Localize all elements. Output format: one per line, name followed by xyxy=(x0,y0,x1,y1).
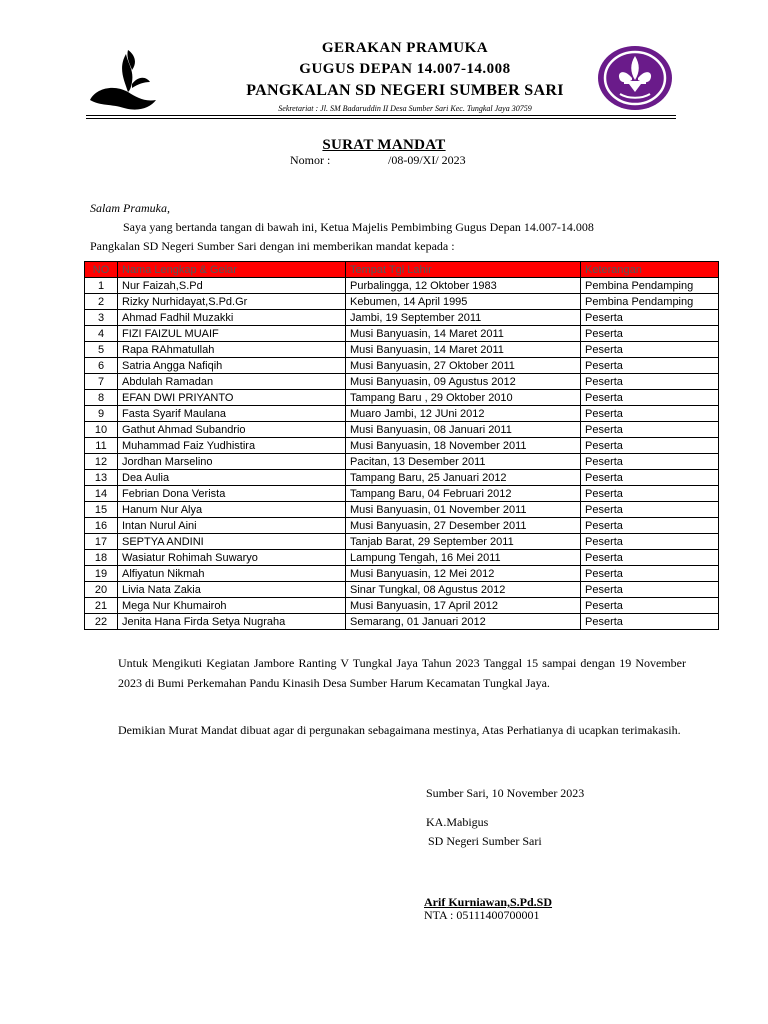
cell-name: Abdulah Ramadan xyxy=(118,374,346,390)
cell-note: Peserta xyxy=(581,566,719,582)
cell-birth: Musi Banyuasin, 27 Oktober 2011 xyxy=(346,358,581,374)
cell-birth: Jambi, 19 September 2011 xyxy=(346,310,581,326)
table-row xyxy=(85,390,719,406)
cell-name: Hanum Nur Alya xyxy=(118,502,346,518)
intro-line-2: Pangkalan SD Negeri Sumber Sari dengan ini memberikan mandat kepada : xyxy=(90,239,455,253)
table-row xyxy=(85,486,719,502)
cell-note: Peserta xyxy=(581,502,719,518)
cell-birth: Lampung Tengah, 16 Mei 2011 xyxy=(346,550,581,566)
cell-no: 10 xyxy=(85,422,118,438)
cell-note: Peserta xyxy=(581,486,719,502)
cell-birth: Muaro Jambi, 12 JUni 2012 xyxy=(346,406,581,422)
cell-note: Peserta xyxy=(581,598,719,614)
cell-note: Peserta xyxy=(581,342,719,358)
cell-no: 22 xyxy=(85,614,118,630)
cell-birth: Tampang Baru, 25 Januari 2012 xyxy=(346,470,581,486)
cell-birth: Tampang Baru, 04 Februari 2012 xyxy=(346,486,581,502)
table-row xyxy=(85,342,719,358)
table-row xyxy=(85,518,719,534)
table-body xyxy=(85,278,719,630)
cell-no: 4 xyxy=(85,326,118,342)
cell-name: Satria Angga Nafiqih xyxy=(118,358,346,374)
cell-no: 21 xyxy=(85,598,118,614)
table-row xyxy=(85,310,719,326)
cell-birth: Musi Banyuasin, 17 April 2012 xyxy=(346,598,581,614)
cell-name: Jenita Hana Firda Setya Nugraha xyxy=(118,614,346,630)
cell-no: 18 xyxy=(85,550,118,566)
cell-name: SEPTYA ANDINI xyxy=(118,534,346,550)
gugus-depan-number: GUGUS DEPAN 14.007-14.008 xyxy=(299,61,511,77)
cell-name: Muhammad Faiz Yudhistira xyxy=(118,438,346,454)
table-row xyxy=(85,534,719,550)
cell-birth: Musi Banyuasin, 27 Desember 2011 xyxy=(346,518,581,534)
cell-name: Rapa RAhmatullah xyxy=(118,342,346,358)
table-row xyxy=(85,614,719,630)
table-row xyxy=(85,358,719,374)
cell-no: 19 xyxy=(85,566,118,582)
cell-birth: Kebumen, 14 April 1995 xyxy=(346,294,581,310)
world-scout-emblem-icon xyxy=(596,44,674,112)
cell-note: Peserta xyxy=(581,326,719,342)
cell-note: Peserta xyxy=(581,518,719,534)
org-name: GERAKAN PRAMUKA xyxy=(321,40,489,56)
greeting: Salam Pramuka, xyxy=(90,201,170,215)
cell-note: Peserta xyxy=(581,614,719,630)
tunas-kelapa-logo-icon xyxy=(88,42,158,114)
table-row xyxy=(85,438,719,454)
table-row xyxy=(85,294,719,310)
cell-no: 2 xyxy=(85,294,118,310)
table-row xyxy=(85,582,719,598)
cell-name: Wasiatur Rohimah Suwaryo xyxy=(118,550,346,566)
cell-birth: Semarang, 01 Januari 2012 xyxy=(346,614,581,630)
cell-name: Alfiyatun Nikmah xyxy=(118,566,346,582)
table-header-row xyxy=(85,262,719,278)
cell-name: Rizky Nurhidayat,S.Pd.Gr xyxy=(118,294,346,310)
cell-name: Nur Faizah,S.Pd xyxy=(118,278,346,294)
cell-name: Intan Nurul Aini xyxy=(118,518,346,534)
document-title: SURAT MANDAT xyxy=(322,137,446,153)
cell-note: Pembina Pendamping xyxy=(581,278,719,294)
signature-school: SD Negeri Sumber Sari xyxy=(428,834,542,848)
signature-place-date: Sumber Sari, 10 November 2023 xyxy=(426,786,585,800)
cell-note: Peserta xyxy=(581,582,719,598)
table-row xyxy=(85,470,719,486)
cell-note: Peserta xyxy=(581,422,719,438)
cell-note: Peserta xyxy=(581,470,719,486)
cell-birth: Sinar Tungkal, 08 Agustus 2012 xyxy=(346,582,581,598)
cell-note: Pembina Pendamping xyxy=(581,294,719,310)
letterhead-rule xyxy=(86,115,676,116)
table-row xyxy=(85,326,719,342)
cell-name: Fasta Syarif Maulana xyxy=(118,406,346,422)
header-no: NO xyxy=(85,262,118,278)
table-row xyxy=(85,422,719,438)
table-row xyxy=(85,566,719,582)
cell-name: Dea Aulia xyxy=(118,470,346,486)
cell-no: 8 xyxy=(85,390,118,406)
cell-no: 13 xyxy=(85,470,118,486)
cell-name: FIZI FAIZUL MUAIF xyxy=(118,326,346,342)
cell-birth: Musi Banyuasin, 01 November 2011 xyxy=(346,502,581,518)
cell-name: Jordhan Marselino xyxy=(118,454,346,470)
cell-no: 14 xyxy=(85,486,118,502)
cell-name: Ahmad Fadhil Muzakki xyxy=(118,310,346,326)
cell-birth: Musi Banyuasin, 14 Maret 2011 xyxy=(346,342,581,358)
cell-name: Livia Nata Zakia xyxy=(118,582,346,598)
cell-note: Peserta xyxy=(581,406,719,422)
cell-no: 16 xyxy=(85,518,118,534)
table-row xyxy=(85,278,719,294)
cell-birth: Tampang Baru , 29 Oktober 2010 xyxy=(346,390,581,406)
cell-no: 11 xyxy=(85,438,118,454)
cell-no: 1 xyxy=(85,278,118,294)
header-note: Keterangan xyxy=(581,262,719,278)
cell-no: 7 xyxy=(85,374,118,390)
cell-birth: Purbalingga, 12 Oktober 1983 xyxy=(346,278,581,294)
cell-birth: Tanjab Barat, 29 September 2011 xyxy=(346,534,581,550)
cell-no: 5 xyxy=(85,342,118,358)
cell-note: Peserta xyxy=(581,390,719,406)
cell-no: 6 xyxy=(85,358,118,374)
cell-note: Peserta xyxy=(581,374,719,390)
signature-role: KA.Mabigus xyxy=(426,815,489,829)
cell-name: Mega Nur Khumairoh xyxy=(118,598,346,614)
cell-note: Peserta xyxy=(581,438,719,454)
cell-no: 15 xyxy=(85,502,118,518)
table-row xyxy=(85,550,719,566)
cell-birth: Musi Banyuasin, 09 Agustus 2012 xyxy=(346,374,581,390)
letterhead xyxy=(0,0,768,125)
cell-no: 3 xyxy=(85,310,118,326)
table-row xyxy=(85,406,719,422)
closing-paragraph: Demikian Murat Mandat dibuat agar di pergunakan sebagaimana mestinya, Atas Perhatianya di ucapkan terimakasih. xyxy=(118,723,681,737)
letterhead-rule-thin xyxy=(86,118,676,119)
pangkalan-name: PANGKALAN SD NEGERI SUMBER SARI xyxy=(246,82,564,99)
cell-name: EFAN DWI PRIYANTO xyxy=(118,390,346,406)
table-row xyxy=(85,598,719,614)
document-number xyxy=(290,153,466,168)
table-row xyxy=(85,502,719,518)
nomor-value: /08-09/XI/ 2023 xyxy=(388,153,466,167)
cell-no: 12 xyxy=(85,454,118,470)
cell-note: Peserta xyxy=(581,358,719,374)
secretariat-address: Sekretariat : Jl. SM Badaruddin II Desa Sumber Sari Kec. Tungkal Jaya 30759 xyxy=(278,104,532,113)
cell-name: Febrian Dona Verista xyxy=(118,486,346,502)
cell-birth: Musi Banyuasin, 08 Januari 2011 xyxy=(346,422,581,438)
cell-birth: Musi Banyuasin, 18 November 2011 xyxy=(346,438,581,454)
table-row xyxy=(85,454,719,470)
cell-note: Peserta xyxy=(581,534,719,550)
signatory-name: Arif Kurniawan,S.Pd.SD xyxy=(424,895,553,909)
cell-birth: Musi Banyuasin, 12 Mei 2012 xyxy=(346,566,581,582)
cell-no: 9 xyxy=(85,406,118,422)
intro-line-1: Saya yang bertanda tangan di bawah ini, Ketua Majelis Pembimbing Gugus Depan 14.007-14.008 xyxy=(123,220,594,234)
cell-note: Peserta xyxy=(581,310,719,326)
purpose-paragraph: Untuk Mengikuti Kegiatan Jambore Ranting V Tungkal Jaya Tahun 2023 Tanggal 15 sampai dengan 19 November 2023 di Bumi Perkemahan Pandu Kinasih Desa Sumber Harum Kecamatan Tungkal Jaya. xyxy=(118,656,686,690)
cell-note: Peserta xyxy=(581,454,719,470)
signatory-nta: NTA : 05111400700001 xyxy=(424,908,540,922)
cell-birth: Musi Banyuasin, 14 Maret 2011 xyxy=(346,326,581,342)
cell-no: 17 xyxy=(85,534,118,550)
cell-no: 20 xyxy=(85,582,118,598)
cell-note: Peserta xyxy=(581,550,719,566)
header-birth: Tempat Tgl Lahir xyxy=(346,262,581,278)
cell-name: Gathut Ahmad Subandrio xyxy=(118,422,346,438)
header-name: Nama Lengkap & Gelar xyxy=(118,262,346,278)
participants-table xyxy=(84,261,719,630)
nomor-label: Nomor : xyxy=(290,153,331,167)
cell-birth: Pacitan, 13 Desember 2011 xyxy=(346,454,581,470)
table-row xyxy=(85,374,719,390)
